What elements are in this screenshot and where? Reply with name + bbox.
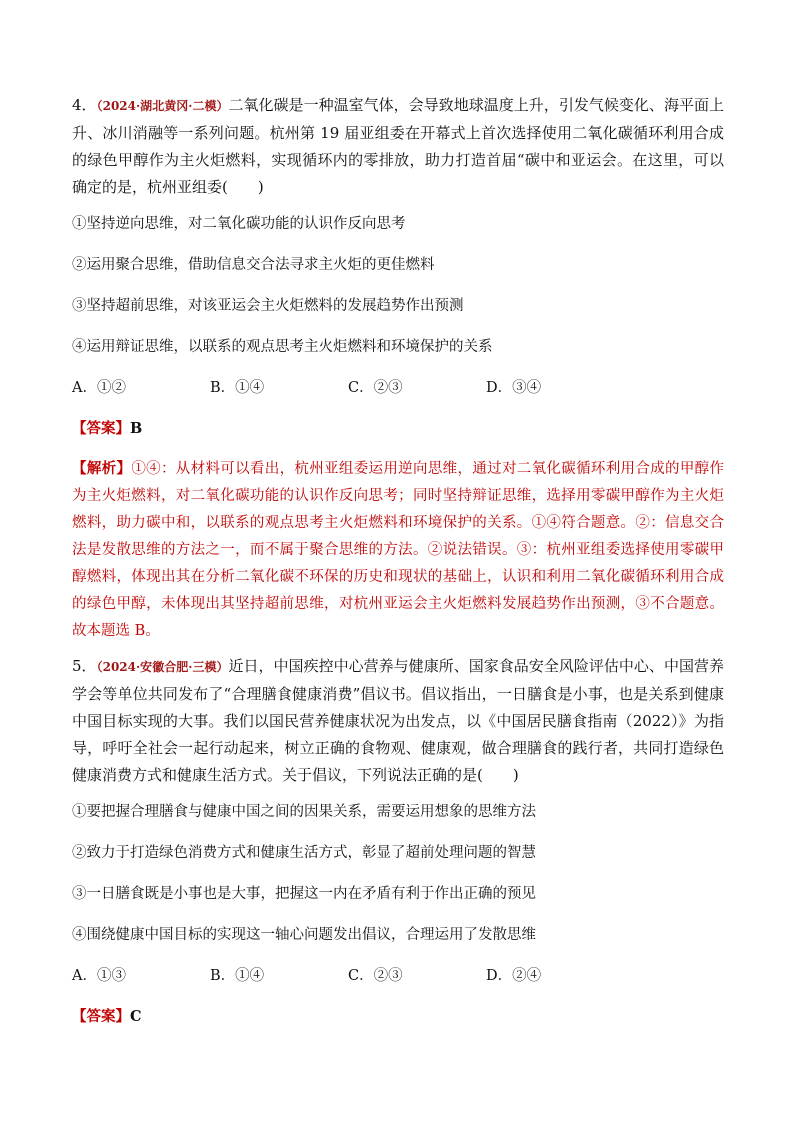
question-4-option-3: ③坚持超前思维，对该亚运会主火炬燃料的发展趋势作出预测 [72, 298, 464, 314]
question-4-source: （2024·湖北黄冈·二模） [96, 99, 229, 113]
question-4-choice-d: D．③④ [486, 380, 542, 396]
question-5-option-3: ③一日膳食既是小事也是大事，把握这一内在矛盾有利于作出正确的预见 [72, 886, 536, 902]
question-4-choice-a: A．①② [72, 380, 126, 396]
answer-tag: 【答案】 [72, 1008, 130, 1025]
question-4-option-1: ①坚持逆向思维，对二氧化碳功能的认识作反向思考 [72, 216, 406, 232]
answer-value: C [130, 1008, 142, 1025]
answer-tag: 【答案】 [72, 420, 130, 437]
question-5-option-2: ②致力于打造绿色消费方式和健康生活方式，彰显了超前处理问题的智慧 [72, 845, 536, 861]
answer-value: B [130, 420, 143, 437]
question-4-analysis [72, 455, 724, 645]
analysis-tag: 【解析】 [72, 460, 132, 477]
exam-page [72, 92, 724, 1028]
question-5-option-1: ①要把握合理膳食与健康中国之间的因果关系，需要运用想象的思维方法 [72, 804, 536, 820]
question-4-number: 4． [72, 96, 97, 114]
question-5-option-4: ④围绕健康中国目标的实现这一轴心问题发出倡议，合理运用了发散思维 [72, 927, 536, 943]
question-5-choice-d: D．②④ [486, 968, 542, 984]
question-4-option-4: ④运用辩证思维，以联系的观点思考主火炬燃料和环境保护的关系 [72, 339, 493, 355]
analysis-text: ①④：从材料可以看出，杭州亚组委运用逆向思维，通过对二氧化碳循环利用合成的甲醇作为主火炬燃料，对二氧化碳功能的认识作反向思考；同时坚持辩证思维，选择用零碳甲醇作为主火炬燃料，助力碳中和，以联系的观点思考主火炬燃料和环境保护的关系。①④符合题意。②：信息交合法是发散思维的方法之一，而不属于聚合思维的方法。②说法错误。③：杭州亚组委选择使用零碳甲醇燃料，体现出其在分析二氧化碳不环保的历史和现状的基础上，认识和利用二氧化碳循环利用合成的绿色甲醇，未体现出其坚持超前思维，对杭州亚运会主火炬燃料发展趋势作出预测，③不合题意。故本题选 B。 [72, 461, 725, 639]
question-4-answer [72, 418, 724, 440]
question-5-answer [72, 1006, 724, 1028]
question-5-choices [72, 965, 724, 987]
question-5-text: 近日，中国疾控中心营养与健康所、国家食品安全风险评估中心、中国营养学会等单位共同发布了“合理膳食健康消费”倡议书。倡议指出，一日膳食是小事，也是关系到健康中国目标实现的大事。我们以国民营养健康状况为出发点，以《中国居民膳食指南（2022）》为指导，呼吁全社会一起行动起来，树立正确的食物观、健康观，做合理膳食的践行者，共同打造绿色健康消费方式和健康生活方式。关于倡议，下列说法正确的是( ) [72, 657, 724, 784]
question-4-text: 二氧化碳是一种温室气体，会导致地球温度上升，引发气候变化、海平面上升、冰川消融等一系列问题。杭州第 19 届亚组委在开幕式上首次选择使用二氧化碳循环利用合成的绿色甲醇作为主火炬燃料，实现循环内的零排放，助力打造首届“碳中和亚运会。在这里，可以确定的是，杭州亚组委( ) [72, 96, 724, 196]
question-4-choices [72, 377, 724, 399]
question-4-choice-b: B．①④ [210, 380, 265, 396]
question-5-choice-c: C．②③ [348, 968, 403, 984]
question-5-choice-b: B．①④ [210, 968, 265, 984]
question-4-stem [72, 92, 724, 201]
question-4-choice-c: C．②③ [348, 380, 403, 396]
question-4-option-2: ②运用聚合思维，借助信息交合法寻求主火炬的更佳燃料 [72, 257, 435, 273]
question-5-choice-a: A．①③ [72, 968, 126, 984]
question-5-number: 5． [72, 657, 97, 675]
question-5-stem [72, 653, 724, 789]
question-5-source: （2024·安徽合肥·三模） [96, 660, 229, 674]
